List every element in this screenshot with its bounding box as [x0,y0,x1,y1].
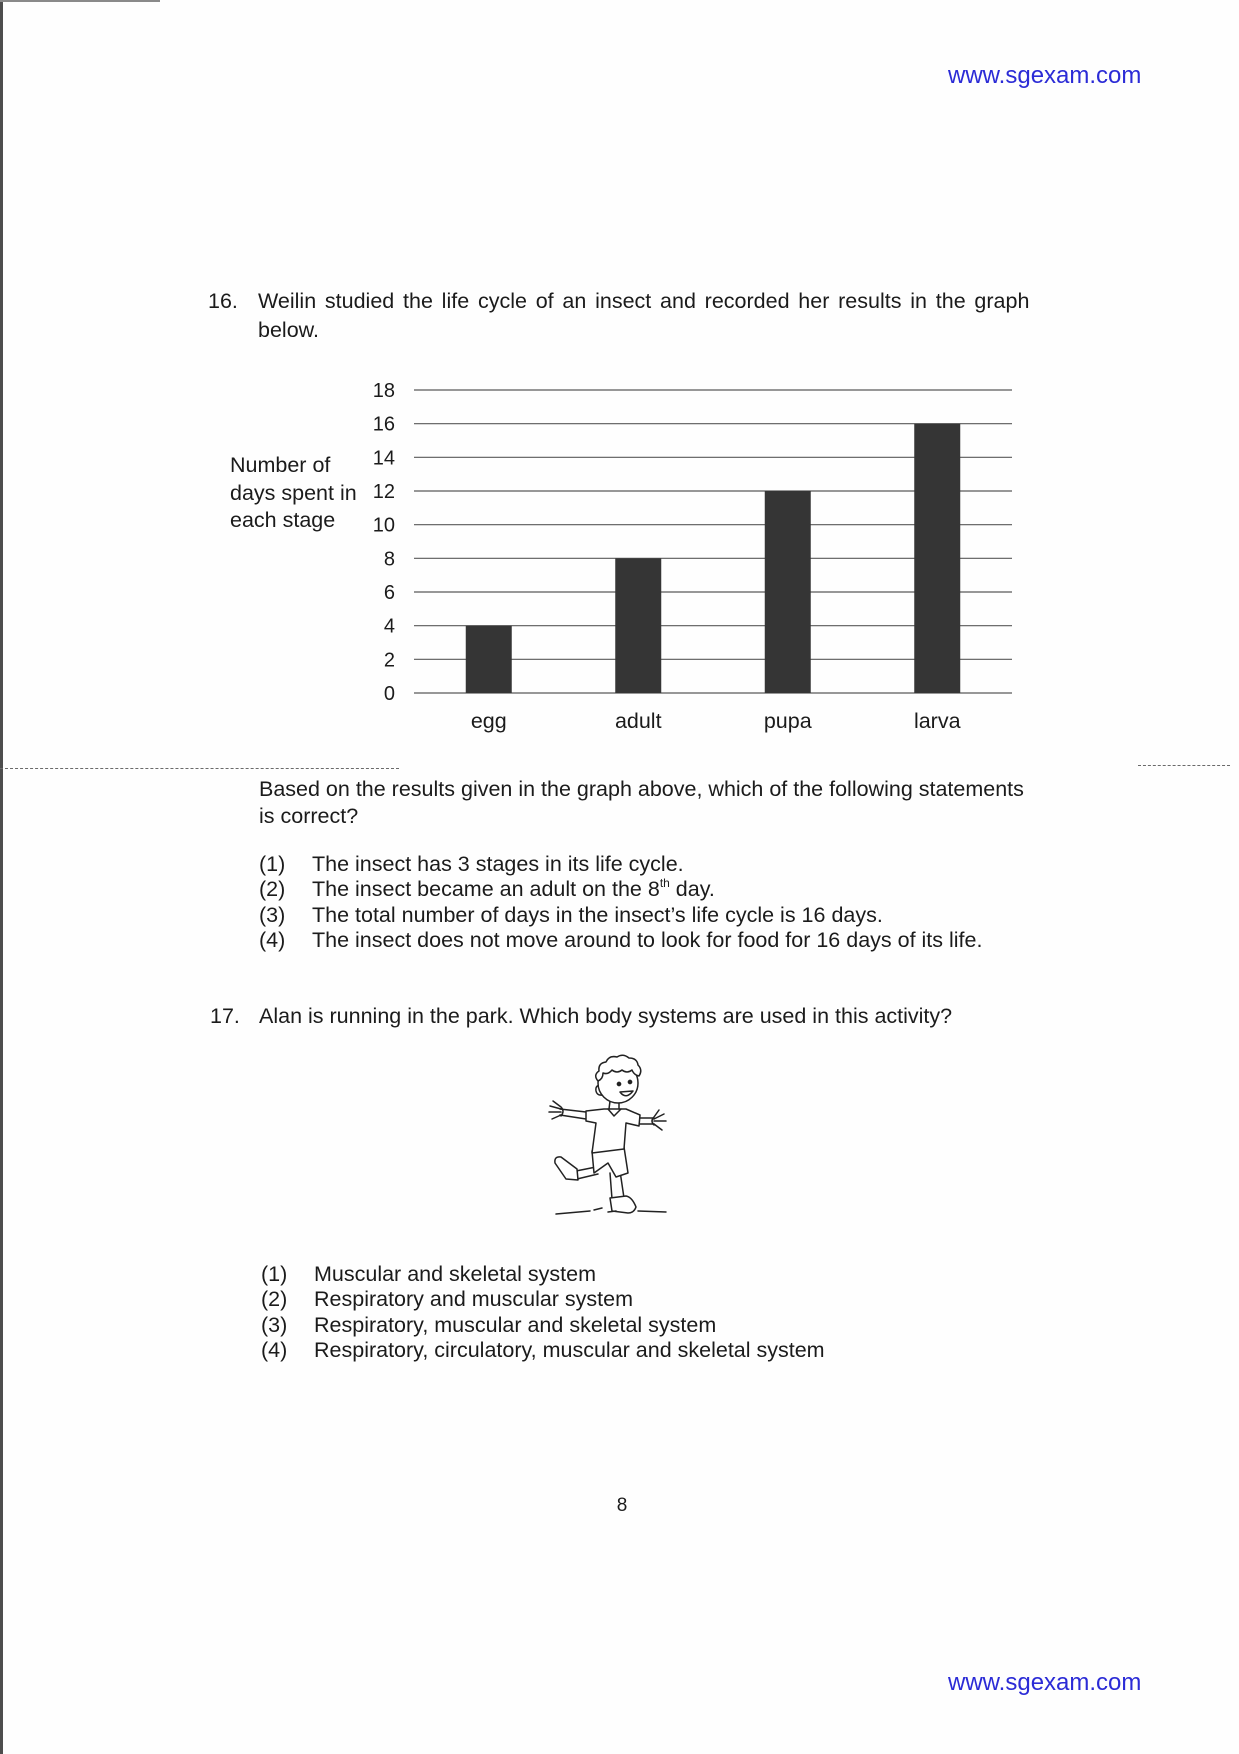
scan-fold-line [1138,765,1230,766]
page-number: 8 [616,1495,628,1516]
y-axis-ticks [373,380,395,705]
option-text: The total number of days in the insect’s life cycle is 16 days. [312,902,883,927]
back-shoe [555,1157,578,1180]
y-tick-label: 4 [383,615,395,638]
header-watermark: www.sgexam.com [948,62,1142,89]
bar-egg [466,626,512,693]
left-arm [560,1109,586,1119]
option-label: (1) [261,1262,288,1286]
bar-adult [615,558,661,693]
y-tick-label: 14 [372,447,395,470]
question-text-line: Weilin studied the life cycle of an insect and recorded her results in the graph [258,289,1030,313]
option-text: Muscular and skeletal system [314,1262,596,1286]
scan-left-edge [0,0,3,1754]
option-label: (2) [259,877,286,902]
life-cycle-bar-chart [360,370,1040,750]
y-tick-label: 6 [383,582,395,604]
ordinal-superscript: th [659,876,670,891]
question-text-line: below. [258,318,319,342]
option-text: Respiratory, muscular and skeletal system [314,1312,717,1337]
question-number: 17. [210,1004,240,1028]
question-prompt-line: is correct? [259,804,359,828]
option-label: (4) [259,927,286,952]
x-axis-labels [471,709,961,733]
option-label: (3) [261,1312,288,1337]
scan-top-edge [0,0,160,2]
y-tick-label: 8 [383,548,395,571]
option-text: Respiratory and muscular system [314,1287,634,1312]
y-tick-label: 16 [372,413,395,436]
question-number: 16. [208,289,238,313]
question-text-line: Alan is running in the park. Which body systems are used in this activity? [259,1004,953,1028]
question-prompt-line: Based on the results given in the graph above, which of the following statements [259,777,1024,801]
bar-larva [914,424,960,693]
option-text: The insect has 3 stages in its life cycle. [312,852,684,876]
front-shoe [610,1196,636,1213]
option-label: (4) [261,1337,288,1362]
option-text-tail: day. [669,877,715,902]
option-label: (2) [261,1287,288,1312]
x-tick-label-egg: egg [470,709,507,733]
eye [617,1082,620,1085]
x-tick-label-adult: adult [614,709,662,733]
scan-fold-line [0,768,399,769]
y-tick-label: 18 [372,380,395,402]
footer-watermark: www.sgexam.com [948,1669,1142,1696]
option-text: The insect does not move around to look for food for 16 days of its life. [312,927,983,952]
y-tick-label: 0 [383,683,395,705]
right-hand [652,1110,666,1130]
x-tick-label-larva: larva [913,709,961,733]
running-boy-drawing [546,1051,671,1221]
x-tick-label-pupa: pupa [763,709,812,733]
option-text-main: The insect became an adult on the 8 [312,877,660,902]
y-tick-label: 10 [372,514,395,537]
option-label: (1) [259,852,286,876]
y-tick-label: 2 [383,649,395,672]
left-hand [549,1101,563,1119]
eye [628,1080,631,1083]
option-label: (3) [259,902,286,927]
option-text [312,877,715,905]
option-text: Respiratory, circulatory, muscular and skeletal system [314,1337,825,1362]
chart-y-axis-label: Number of days spent in each stage [230,453,357,532]
y-tick-label: 12 [372,481,395,503]
bar-pupa [765,491,811,693]
